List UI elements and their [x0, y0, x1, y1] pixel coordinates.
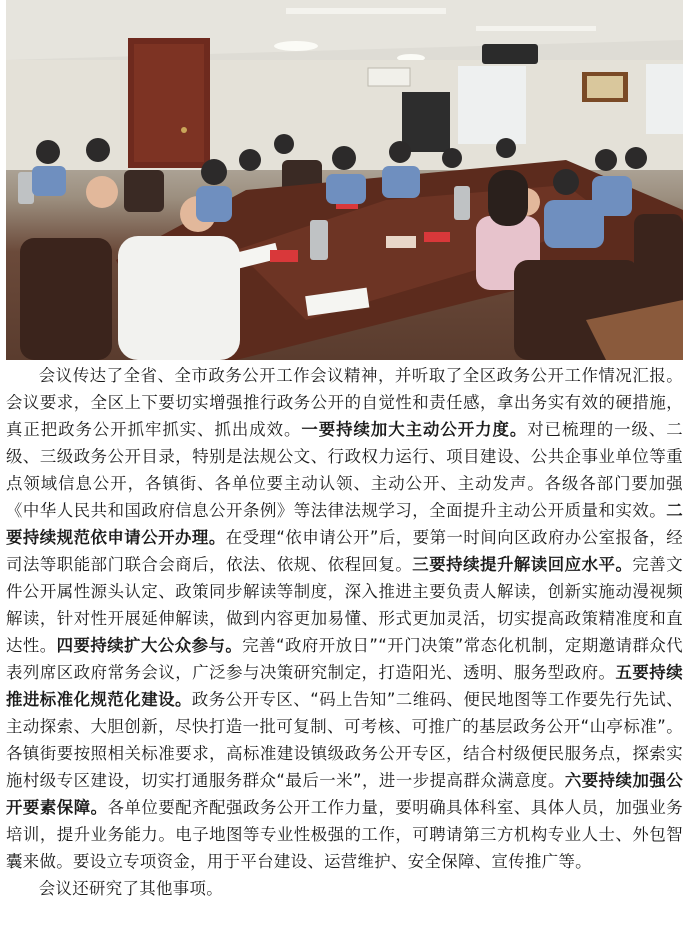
- article-lead-1: 一要持续加大主动公开力度。: [301, 420, 528, 439]
- article-lead-3: 三要持续提升解读回应水平。: [412, 555, 633, 574]
- article-text-1: 会议传达了全省、全市政务公开工作会议精神，并听取了全区政务公开工作情况汇报。会议要求，全区上下要切实增强推行政务公开的自觉性和责任感，拿出务实有效的硬措施，真正把政务公开抓牢抓实、抓出成效。: [6, 366, 683, 439]
- article-lead-5: 五要持续推进标准化规范化建设。: [6, 663, 683, 709]
- article-text-4: 完善文件公开属性源头认定、政策同步解读等制度，深入推进主要负责人解读，创新实施动漫视频解读，针对性开展延伸解读，做到内容更加易懂、形式更加灵活，切实提高政策精准度和直达性。: [6, 555, 683, 655]
- article-paragraph-main: [6, 362, 683, 875]
- article-paragraph-closing: 会议还研究了其他事项。: [38, 879, 223, 898]
- article-lead-4: 四要持续扩大公众参与。: [56, 636, 243, 655]
- article-lead-6: 六要持续加强公开要素保障。: [6, 771, 683, 817]
- article-text-3: 在受理“依申请公开”后，要第一时间向区政府办公室报备，经司法等职能部门联合会商后，依法、依规、依程回复。: [6, 528, 683, 574]
- article-text-5: 完善“政府开放日”“开门决策”常态化机制，定期邀请群众代表列席区政府常务会议，广泛参与决策研究制定，打造阳光、透明、服务型政府。: [6, 636, 683, 682]
- article-body: [6, 362, 683, 902]
- meeting-photo: [6, 0, 683, 360]
- article-lead-2: 二要持续规范依申请公开办理。: [6, 501, 683, 547]
- article-text-6: 政务公开专区、“码上告知”二维码、便民地图等工作要先行先试、主动探索、大胆创新，尽快打造一批可复制、可考核、可推广的基层政务公开“山亭标准”。各镇街要按照相关标准要求，高标准建设镇级政务公开专区，结合村级便民服务点，探索实施村级专区建设，切实打通服务群众“最后一米”，进一步提高群众满意度。: [6, 690, 683, 790]
- article-text-7: 各单位要配齐配强政务公开工作力量，要明确具体科室、具体人员，加强业务培训，提升业务能力。电子地图等专业性极强的工作，可聘请第三方机构专业人士、外包智囊来做。要设立专项资金，用于平台建设、运营维护、安全保障、宣传推广等。: [6, 798, 683, 871]
- article-text-2: 对已梳理的一级、二级、三级政务公开目录，特别是法规公文、行政权力运行、项目建设、公共企事业单位等重点领域信息公开，各镇街、各单位要主动认领、主动公开、主动发声。各级各部门要加强《中华人民共和国政府信息公开条例》等法律法规学习，全面提升主动公开质量和实效。: [6, 420, 683, 520]
